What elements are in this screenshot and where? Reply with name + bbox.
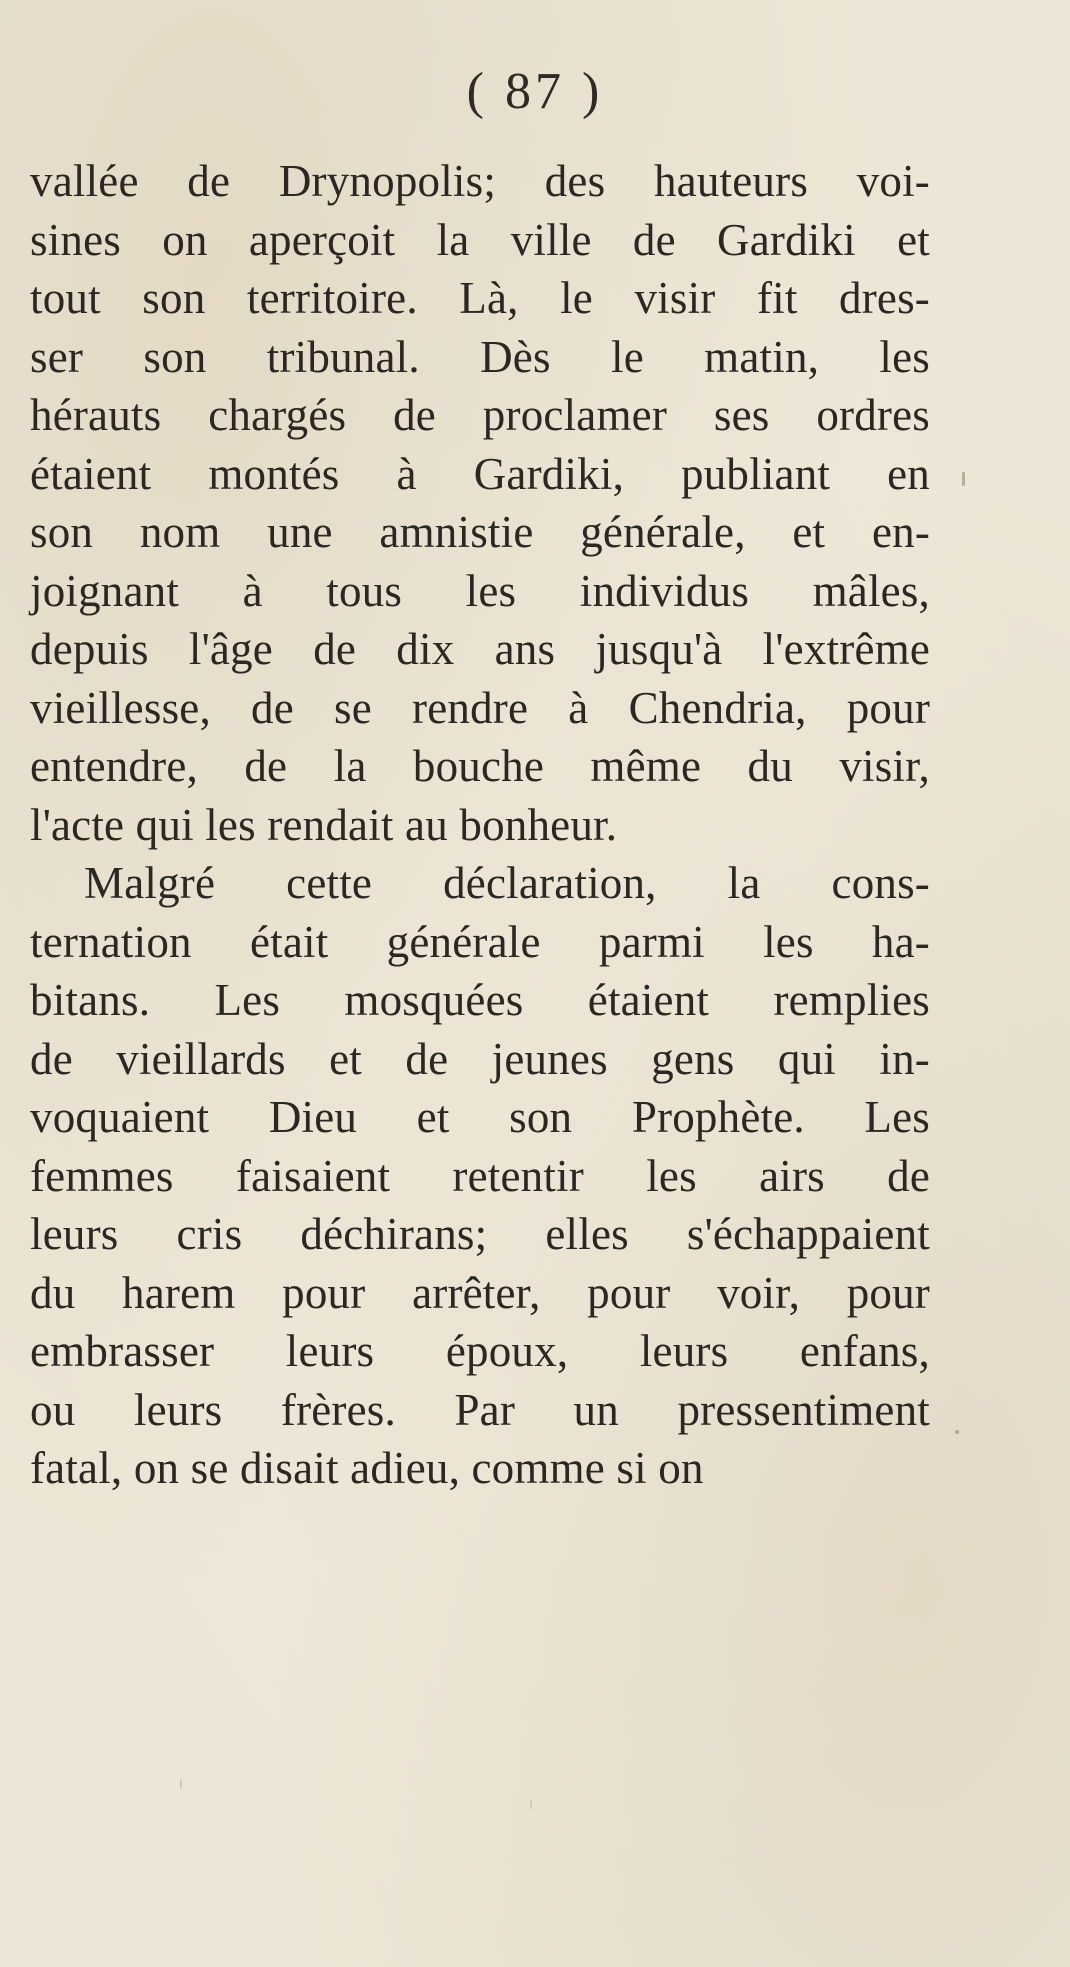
text-line: ser son tribunal. Dès le matin, les	[30, 331, 930, 382]
text-line: hérauts chargés de proclamer ses ordres	[30, 390, 930, 440]
text-line: femmes faisaient retentir les airs de	[30, 1150, 930, 1201]
text-line: de vieillards et de jeunes gens qui in-	[30, 1033, 930, 1084]
paper-speck	[530, 1800, 532, 1810]
text-line: Malgré cette déclaration, la cons-	[84, 858, 930, 908]
text-line: fatal, on se disait adieu, comme si on	[30, 1443, 704, 1493]
text-line: tout son territoire. Là, le visir fit dres-	[30, 273, 930, 323]
paper-speck	[180, 1778, 182, 1790]
text-line: embrasser leurs époux, leurs enfans,	[30, 1326, 930, 1376]
text-line: vieillesse, de se rendre à Chendria, pour	[30, 682, 930, 733]
page-number: ( 87 )	[466, 63, 604, 120]
text-line: ternation était générale parmi les ha-	[30, 916, 930, 967]
text-line: vallée de Drynopolis; des hauteurs voi-	[30, 156, 930, 206]
paragraph-1	[30, 152, 930, 854]
text-line: ou leurs frères. Par un pressentiment	[30, 1384, 930, 1435]
paper-speck	[962, 472, 965, 486]
text-line: étaient montés à Gardiki, publiant en	[30, 448, 930, 499]
text-line: entendre, de la bouche même du visir,	[30, 741, 930, 791]
text-line: son nom une amnistie générale, et en-	[30, 507, 930, 557]
text-line: depuis l'âge de dix ans jusqu'à l'extrême	[30, 624, 930, 674]
body-text	[30, 152, 930, 1498]
paragraph-2	[30, 854, 930, 1498]
text-line: voquaient Dieu et son Prophète. Les	[30, 1092, 930, 1142]
text-line: bitans. Les mosquées étaient remplies	[30, 975, 930, 1025]
text-line: joignant à tous les individus mâles,	[30, 565, 930, 616]
text-line: sines on aperçoit la ville de Gardiki et	[30, 214, 930, 265]
text-line: l'acte qui les rendait au bonheur.	[30, 799, 618, 850]
text-line: leurs cris déchirans; elles s'échappaient	[30, 1209, 930, 1259]
paper-speck	[955, 1430, 959, 1434]
text-line: du harem pour arrêter, pour voir, pour	[30, 1267, 930, 1318]
